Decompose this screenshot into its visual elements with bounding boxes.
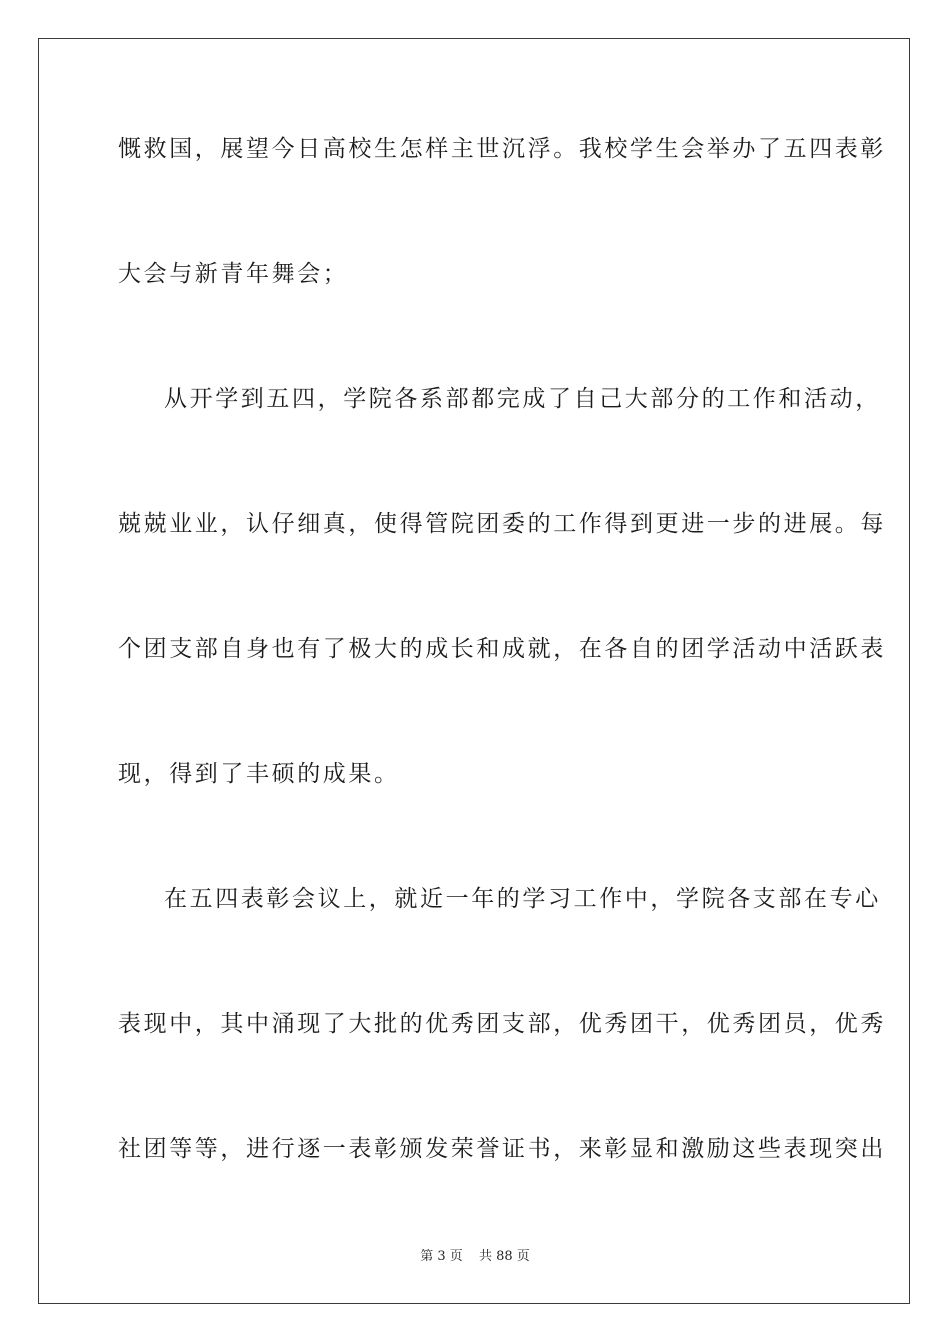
text-line: 表现中，其中涌现了大批的优秀团支部，优秀团干，优秀团员，优秀 xyxy=(118,1011,886,1037)
text-line: 慨救国，展望今日高校生怎样主世沉浮。我校学生会举办了五四表彰 xyxy=(118,136,886,162)
page-number: 第 3 页 xyxy=(420,1249,463,1264)
page-total: 共 88 页 xyxy=(478,1249,530,1264)
page-footer xyxy=(0,1248,950,1266)
text-line: 社团等等，进行逐一表彰颁发荣誉证书，来彰显和激励这些表现突出 xyxy=(118,1136,886,1162)
text-line: 现，得到了丰硕的成果。 xyxy=(118,761,400,787)
text-line: 兢兢业业，认仔细真，使得管院团委的工作得到更进一步的进展。每 xyxy=(118,511,886,537)
text-line: 大会与新青年舞会； xyxy=(118,261,349,287)
text-line: 个团支部自身也有了极大的成长和成就，在各自的团学活动中活跃表 xyxy=(118,636,886,662)
page-border xyxy=(38,38,910,1304)
paragraph-start: 在五四表彰会议上，就近一年的学习工作中，学院各支部在专心 xyxy=(164,886,881,912)
paragraph-start: 从开学到五四，学院各系部都完成了自己大部分的工作和活动， xyxy=(164,386,881,412)
